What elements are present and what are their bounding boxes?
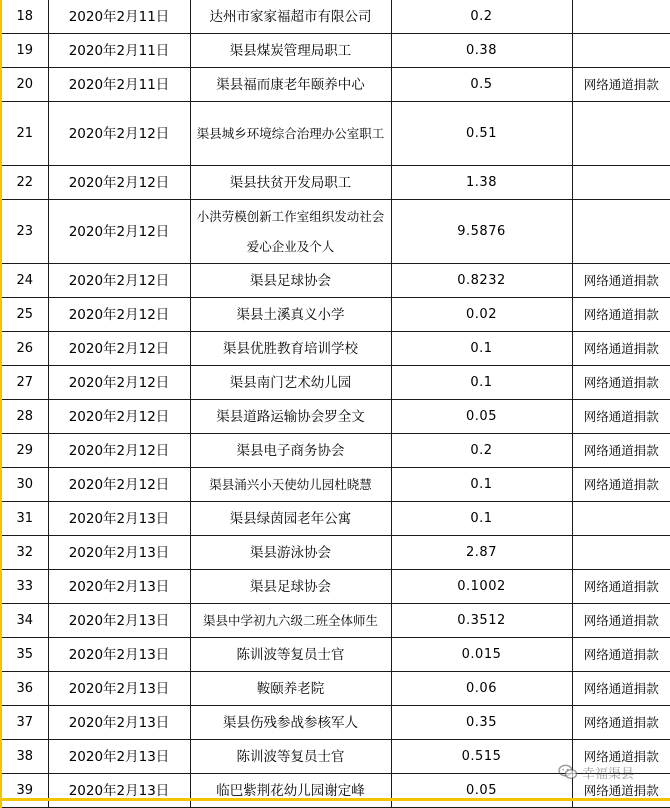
row-donor: 渠县福而康老年颐养中心 [190,68,391,102]
row-note: 网络通道捐款 [572,672,670,706]
row-note: 网络通道捐款 [572,332,670,366]
row-date: 2020年2月13日 [48,502,190,536]
row-date: 2020年2月12日 [48,166,190,200]
row-donor: 陈训波等复员士官 [190,740,391,774]
row-note: 网络通道捐款 [572,434,670,468]
row-number: 35 [1,638,48,672]
row-amount: 0.3512 [391,604,572,638]
row-donor: 渠县土溪真义小学 [190,298,391,332]
row-date: 2020年2月12日 [48,298,190,332]
row-amount: 0.1002 [391,570,572,604]
table-row [1,570,670,604]
row-number: 19 [1,34,48,68]
row-amount: 0.2 [391,0,572,34]
row-note [572,536,670,570]
row-date: 2020年2月12日 [48,264,190,298]
row-note: 网络通道捐款 [572,298,670,332]
row-number: 23 [1,200,48,264]
row-amount: 0.05 [391,774,572,808]
row-number: 33 [1,570,48,604]
row-amount: 0.015 [391,638,572,672]
row-donor: 渠县中学初九六级二班全体师生 [190,604,391,638]
row-amount: 0.05 [391,400,572,434]
row-donor: 渠县伤残参战参核军人 [190,706,391,740]
row-amount: 0.02 [391,298,572,332]
row-note [572,166,670,200]
row-date: 2020年2月12日 [48,366,190,400]
table-row [1,68,670,102]
row-amount: 0.1 [391,332,572,366]
row-donor: 渠县优胜教育培训学校 [190,332,391,366]
row-note: 网络通道捐款 [572,264,670,298]
row-amount: 0.1 [391,366,572,400]
row-amount: 0.06 [391,672,572,706]
row-amount: 0.35 [391,706,572,740]
row-date: 2020年2月13日 [48,740,190,774]
row-note: 网络通道捐款 [572,774,670,808]
row-date: 2020年2月13日 [48,706,190,740]
table-row [1,400,670,434]
row-number: 20 [1,68,48,102]
row-number: 32 [1,536,48,570]
table-row [1,536,670,570]
watermark [558,760,670,784]
row-donor: 渠县道路运输协会罗全文 [190,400,391,434]
table-row [1,604,670,638]
row-note: 网络通道捐款 [572,68,670,102]
table-row [1,638,670,672]
row-donor: 小洪劳模创新工作室组织发动社会爱心企业及个人 [190,200,391,264]
table-row [1,672,670,706]
table-row [1,298,670,332]
row-amount: 1.38 [391,166,572,200]
row-donor: 鞍颐养老院 [190,672,391,706]
row-amount: 0.51 [391,102,572,166]
table-row [1,332,670,366]
row-number: 39 [1,774,48,808]
row-donor: 陈训波等复员士官 [190,638,391,672]
row-amount: 0.5 [391,68,572,102]
table-row [1,366,670,400]
row-number: 29 [1,434,48,468]
row-date: 2020年2月11日 [48,0,190,34]
row-donor: 渠县城乡环境综合治理办公室职工 [190,102,391,166]
row-date: 2020年2月13日 [48,774,190,808]
row-date: 2020年2月12日 [48,200,190,264]
row-number: 30 [1,468,48,502]
watermark-text: 幸福渠县 [582,766,635,782]
row-donor: 渠县涌兴小天使幼儿园杜晓慧 [190,468,391,502]
row-note [572,34,670,68]
row-date: 2020年2月13日 [48,672,190,706]
row-number: 24 [1,264,48,298]
row-note: 网络通道捐款 [572,366,670,400]
donation-table-body [1,0,670,808]
row-date: 2020年2月12日 [48,400,190,434]
row-amount: 0.2 [391,434,572,468]
row-date: 2020年2月12日 [48,332,190,366]
row-note: 网络通道捐款 [572,638,670,672]
row-donor: 渠县足球协会 [190,570,391,604]
row-number: 28 [1,400,48,434]
table-row [1,34,670,68]
row-donor: 渠县扶贫开发局职工 [190,166,391,200]
row-note: 网络通道捐款 [572,740,670,774]
row-number: 26 [1,332,48,366]
row-donor: 渠县游泳协会 [190,536,391,570]
row-number: 25 [1,298,48,332]
row-number: 21 [1,102,48,166]
row-number: 31 [1,502,48,536]
row-note [572,0,670,34]
table-row [1,706,670,740]
row-donor: 达州市家家福超市有限公司 [190,0,391,34]
row-date: 2020年2月13日 [48,536,190,570]
row-donor: 渠县足球协会 [190,264,391,298]
table-row [1,434,670,468]
row-note [572,502,670,536]
row-donor: 渠县电子商务协会 [190,434,391,468]
row-date: 2020年2月13日 [48,638,190,672]
row-number: 27 [1,366,48,400]
row-amount: 9.5876 [391,200,572,264]
table-row [1,264,670,298]
row-note: 网络通道捐款 [572,400,670,434]
row-number: 37 [1,706,48,740]
row-note [572,200,670,264]
table-row [1,102,670,166]
table-row [1,468,670,502]
row-number: 22 [1,166,48,200]
row-donor: 渠县南门艺术幼儿园 [190,366,391,400]
row-number: 36 [1,672,48,706]
row-amount: 0.1 [391,502,572,536]
row-date: 2020年2月13日 [48,604,190,638]
row-amount: 0.8232 [391,264,572,298]
table-row [1,200,670,264]
wechat-icon [558,764,578,780]
table-row [1,166,670,200]
table-row [1,0,670,34]
row-note: 网络通道捐款 [572,604,670,638]
row-date: 2020年2月11日 [48,68,190,102]
row-donor: 临巴紫荆花幼儿园谢定峰 [190,774,391,808]
row-date: 2020年2月12日 [48,102,190,166]
row-note [572,102,670,166]
table-row [1,502,670,536]
row-donor: 渠县绿茵园老年公寓 [190,502,391,536]
row-note: 网络通道捐款 [572,706,670,740]
row-note: 网络通道捐款 [572,570,670,604]
row-number: 34 [1,604,48,638]
row-amount: 0.515 [391,740,572,774]
row-date: 2020年2月11日 [48,34,190,68]
row-date: 2020年2月13日 [48,570,190,604]
row-date: 2020年2月12日 [48,434,190,468]
row-amount: 0.38 [391,34,572,68]
row-date: 2020年2月12日 [48,468,190,502]
row-donor: 渠县煤炭管理局职工 [190,34,391,68]
row-amount: 2.87 [391,536,572,570]
row-number: 38 [1,740,48,774]
row-number: 18 [1,0,48,34]
row-amount: 0.1 [391,468,572,502]
row-note: 网络通道捐款 [572,468,670,502]
